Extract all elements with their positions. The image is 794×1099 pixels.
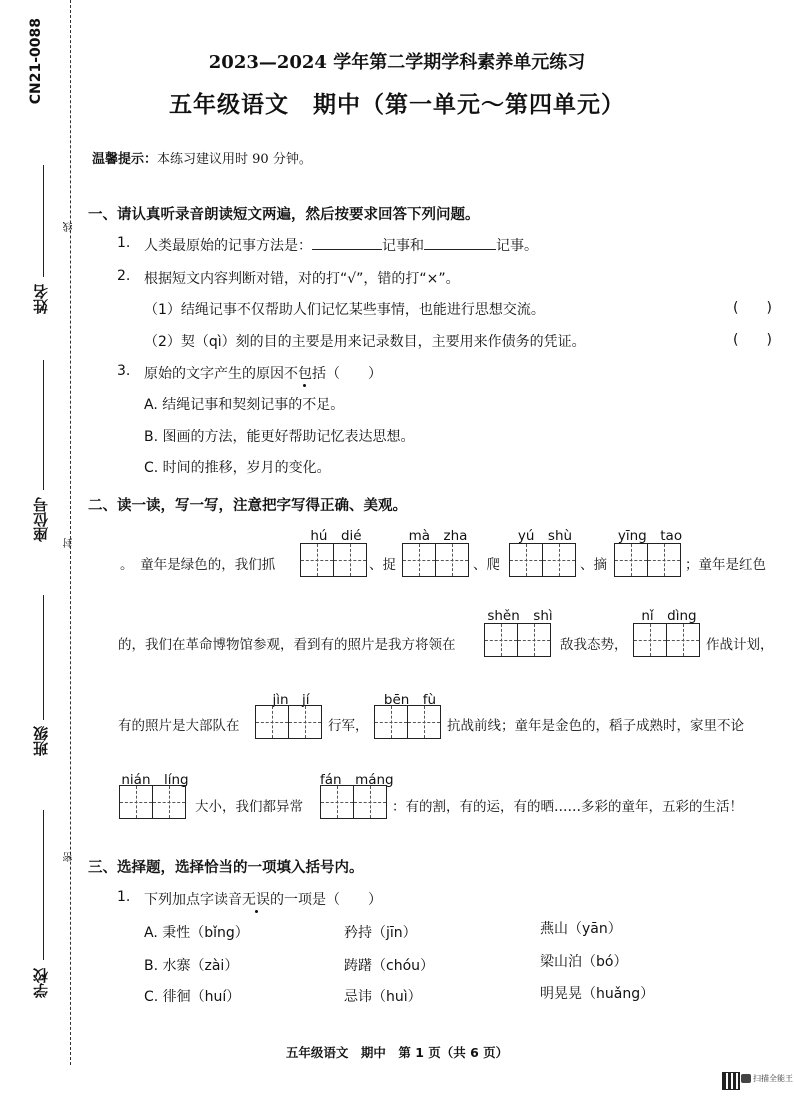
s1-q1-part-c: 记事。 xyxy=(496,238,538,254)
s1-q2-answer-2[interactable]: ( ) xyxy=(733,332,772,348)
s1-q3-option-a: A. 结绳记事和契刻记事的不足。 xyxy=(144,397,345,413)
tip-label: 温馨提示： xyxy=(92,152,158,167)
s1-q1-part-b: 记事和 xyxy=(382,238,424,254)
scanner-watermark: 扫描全能王 xyxy=(753,1074,793,1083)
s3-q1-a3: 燕山（yān） xyxy=(540,921,622,937)
grid-cell[interactable] xyxy=(152,785,186,819)
s1-q3-num: 3. xyxy=(117,363,131,379)
s1-q2-answer-1[interactable]: ( ) xyxy=(733,300,772,316)
s3-q1 xyxy=(144,889,382,909)
s1-q3 xyxy=(144,363,382,383)
grid-cell[interactable] xyxy=(320,785,354,819)
row1-text-d: 、摘 xyxy=(580,557,607,573)
pinyin-yushu: yú shù xyxy=(517,528,573,544)
section3-heading: 三、选择题，选择恰当的一项填入括号内。 xyxy=(88,860,364,876)
row2-text-a: 的，我们在革命博物馆参观，看到有的照片是我方将领在 xyxy=(118,637,456,653)
xian-mark: 线 xyxy=(64,222,75,232)
row3-text-c: 抗战前线；童年是金色的，稻子成熟时，家里不论 xyxy=(447,718,744,734)
school-label: 学校 xyxy=(32,968,50,998)
s1-q3-option-c: C. 时间的推移，岁月的变化。 xyxy=(144,460,331,476)
class-line xyxy=(43,595,44,720)
seat-line xyxy=(43,360,44,490)
grid-cell[interactable] xyxy=(255,705,289,739)
s1-q1-blank-1[interactable] xyxy=(312,235,382,250)
grid-cell[interactable] xyxy=(542,543,576,577)
grid-cell[interactable] xyxy=(119,785,153,819)
s3-q1-text-a: 下列加点字读音 xyxy=(144,892,242,908)
pinyin-hudie: hú dié xyxy=(310,528,362,544)
section2-heading: 二、读一读，写一写，注意把字写得正确、美观。 xyxy=(88,498,407,514)
name-label: 姓名 xyxy=(32,284,50,314)
s1-q1 xyxy=(144,235,538,255)
pinyin-nianling: nián líng xyxy=(121,772,189,788)
grid-cell[interactable] xyxy=(614,543,648,577)
s1-q2-num: 2. xyxy=(117,268,131,284)
row4-text-a: 大小，我们都异常 xyxy=(195,799,303,815)
section1-heading: 一、请认真听录音朗读短文两遍，然后按要求回答下列问题。 xyxy=(88,207,480,223)
grid-cell[interactable] xyxy=(666,623,700,657)
s1-q1-num: 1. xyxy=(117,235,131,251)
s1-q3-text: 原始的文字产生的原因 xyxy=(144,366,284,382)
binding-dashed-line xyxy=(70,0,71,1065)
grid-cell[interactable] xyxy=(333,543,367,577)
row2-text-c: 作战计划， xyxy=(706,637,774,653)
grid-shenshi[interactable] xyxy=(484,623,551,657)
grid-cell[interactable] xyxy=(374,705,408,739)
pinyin-yingtao: yīng tao xyxy=(617,528,683,544)
row1-text-e: ；童年是红色 xyxy=(685,557,766,573)
row2-text-b: 敌我态势， xyxy=(560,637,628,653)
s1-q2-statement-1: （1）结绳记事不仅帮助人们记忆某些事情，也能进行思想交流。 xyxy=(144,302,545,318)
paper-code: CN21-0088 xyxy=(28,18,44,105)
grid-cell[interactable] xyxy=(647,543,681,577)
row1-text-c: 、爬 xyxy=(473,557,500,573)
mi-mark: 密 xyxy=(64,852,75,862)
grid-cell[interactable] xyxy=(407,705,441,739)
grid-nianling[interactable] xyxy=(119,785,186,819)
s1-q1-blank-2[interactable] xyxy=(424,235,496,250)
grid-cell[interactable] xyxy=(633,623,667,657)
s3-q1-text-b[interactable]: 的一项是（ ） xyxy=(270,892,382,908)
s3-q1-c1: C. 徘徊（huí） xyxy=(144,989,241,1005)
s3-q1-num: 1. xyxy=(117,889,131,905)
s1-q3-dotted: 不包括 xyxy=(284,366,326,382)
pinyin-fanmang: fán máng xyxy=(320,772,394,788)
grid-benfu[interactable] xyxy=(374,705,441,739)
s1-q2-statement-2: （2）契（qì）刻的目的主要是用来记录数目，主要用来作债务的凭证。 xyxy=(144,334,586,350)
pinyin-mazha: mà zha xyxy=(408,528,468,544)
grid-niding[interactable] xyxy=(633,623,700,657)
class-label: 班级 xyxy=(32,726,50,756)
pinyin-benfu: bēn fù xyxy=(383,692,437,708)
grid-cell[interactable] xyxy=(402,543,436,577)
grid-hudie[interactable] xyxy=(300,543,367,577)
exam-subtitle: 五年级语文 期中（第一单元～第四单元） xyxy=(169,91,625,118)
grid-cell[interactable] xyxy=(484,623,518,657)
grid-cell[interactable] xyxy=(517,623,551,657)
feng-mark: 封 xyxy=(64,538,75,548)
grid-fanmang[interactable] xyxy=(320,785,387,819)
s1-q3-paren[interactable]: （ ） xyxy=(326,366,382,382)
s3-q1-c3: 明晃晃（huǎng） xyxy=(540,986,655,1002)
pinyin-shenshi: shěn shì xyxy=(487,608,553,624)
name-line xyxy=(43,165,44,277)
s3-q1-a2: 矜持（jīn） xyxy=(344,925,417,941)
grid-cell[interactable] xyxy=(288,705,322,739)
s1-q1-part-a: 人类最原始的记事方法是： xyxy=(144,238,312,254)
grid-cell[interactable] xyxy=(353,785,387,819)
grid-cell[interactable] xyxy=(300,543,334,577)
grid-yushu[interactable] xyxy=(509,543,576,577)
s3-q1-b1: B. 水寨（zài） xyxy=(144,958,239,974)
grid-jinji[interactable] xyxy=(255,705,322,739)
row3-text-a: 有的照片是大部队在 xyxy=(118,718,240,734)
page-footer: 五年级语文 期中 第 1 页（共 6 页） xyxy=(285,1045,509,1060)
grid-cell[interactable] xyxy=(509,543,543,577)
row4-text-b: ：有的割，有的运，有的晒……多彩的童年，五彩的生活！ xyxy=(392,799,743,815)
pinyin-jinji: jìn jí xyxy=(272,692,310,708)
s3-q1-dotted: 无误 xyxy=(242,892,270,908)
s3-q1-c2: 忌讳（huì） xyxy=(344,989,422,1005)
pinyin-niding: nǐ dìng xyxy=(641,608,697,624)
s3-q1-b2: 踌躇（chóu） xyxy=(344,958,435,974)
exam-title: 2023—2024 学年第二学期学科素养单元练习 xyxy=(208,52,586,73)
tip-text: 本练习建议用时 90 分钟。 xyxy=(157,152,312,167)
seat-label: 座位号 xyxy=(32,497,50,542)
s3-q1-b3: 梁山泊（bó） xyxy=(540,954,628,970)
row3-text-b: 行军， xyxy=(328,718,369,734)
grid-yingtao[interactable] xyxy=(614,543,681,577)
tip xyxy=(92,148,312,167)
school-line xyxy=(43,810,44,960)
row1-text-a: 。 童年是绿色的，我们抓 xyxy=(120,557,276,573)
s1-q2-text: 根据短文内容判断对错，对的打“√”，错的打“×”。 xyxy=(144,271,460,287)
grid-mazha[interactable] xyxy=(402,543,469,577)
qr-code-icon xyxy=(722,1072,740,1090)
grid-cell[interactable] xyxy=(435,543,469,577)
row1-text-b: 、捉 xyxy=(369,557,396,573)
scanner-app-icon xyxy=(741,1074,751,1083)
s3-q1-a1: A. 秉性（bǐng） xyxy=(144,925,249,941)
s1-q3-option-b: B. 图画的方法，能更好帮助记忆表达思想。 xyxy=(144,429,415,445)
